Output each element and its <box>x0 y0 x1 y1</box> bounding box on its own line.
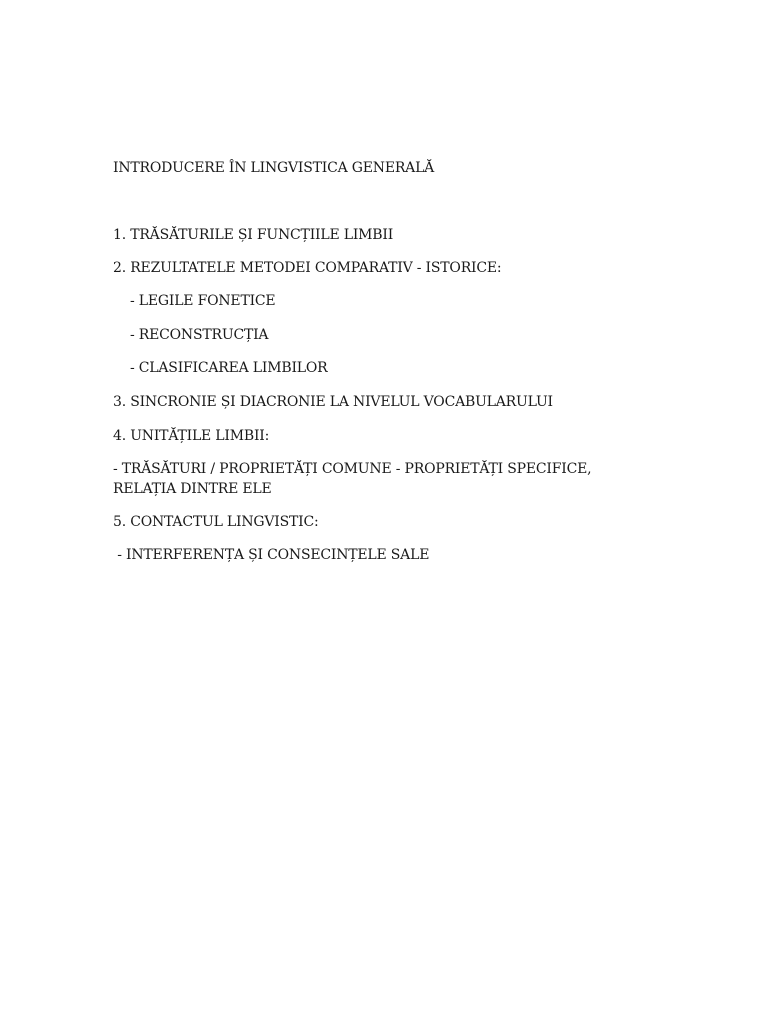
section-item-1: 1. TRĂSĂTURILE ȘI FUNCȚIILE LIMBII <box>113 227 394 243</box>
subitem-trasaturi: - TRĂSĂTURI / PROPRIETĂȚI COMUNE - PROPRIETĂȚI SPECIFICE, RELAȚIA DINTRE ELE <box>113 461 592 497</box>
subitem-legile-fonetice: - LEGILE FONETICE <box>113 293 276 309</box>
subitem-reconstructia: - RECONSTRUCȚIA <box>113 327 269 343</box>
section-item-2: 2. REZULTATELE METODEI COMPARATIV - ISTORICE: <box>113 260 502 276</box>
section-item-5: 5. CONTACTUL LINGVISTIC: <box>113 514 319 530</box>
subitem-interferenta: - INTERFERENȚA ȘI CONSECINȚELE SALE <box>113 547 430 563</box>
subitem-clasificarea-limbilor: - CLASIFICAREA LIMBILOR <box>113 360 328 376</box>
section-item-4: 4. UNITĂȚILE LIMBII: <box>113 428 270 444</box>
section-item-3: 3. SINCRONIE ȘI DIACRONIE LA NIVELUL VOCABULARULUI <box>113 394 553 410</box>
document-title: INTRODUCERE ÎN LINGVISTICA GENERALĂ <box>113 160 435 176</box>
